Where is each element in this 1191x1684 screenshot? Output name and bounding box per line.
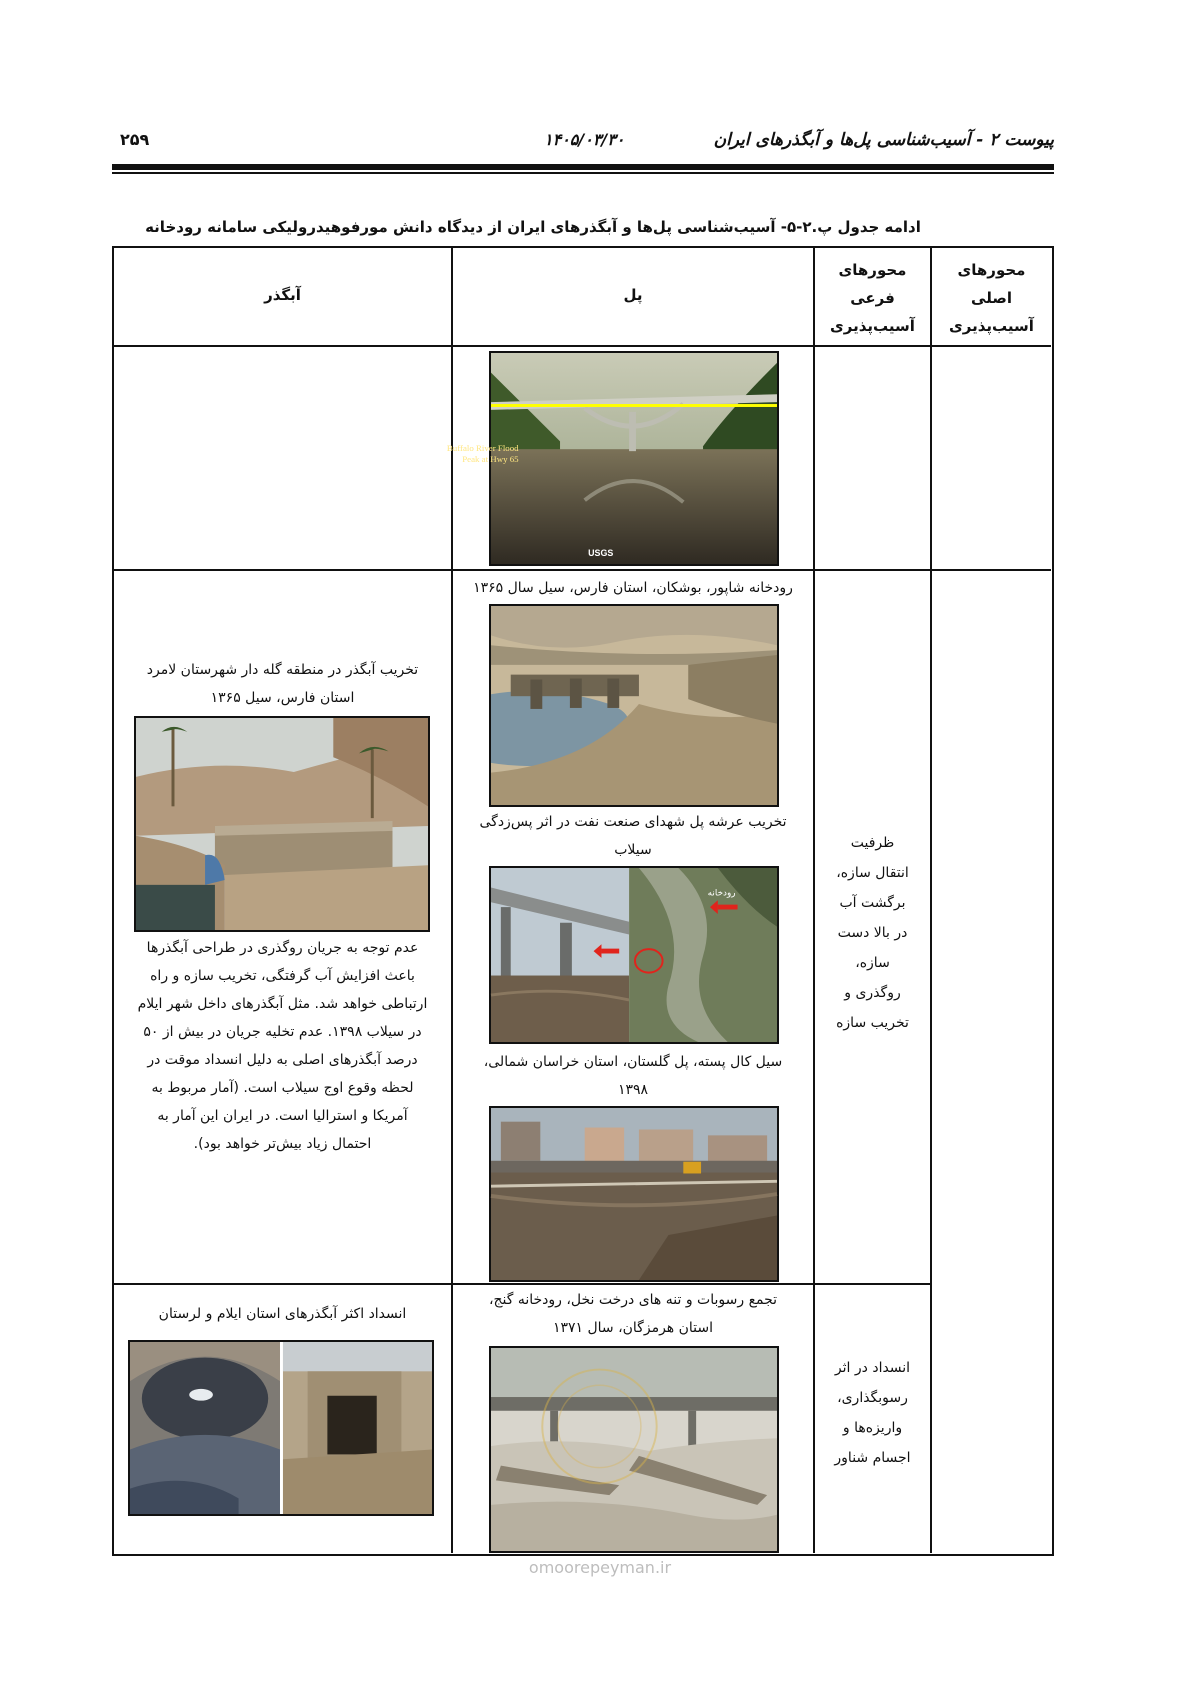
- golestan-bridge-photo: [489, 1106, 779, 1282]
- bridge-caption-shohada: تخریب عرشه پل شهدای صنعت نفت در اثر پس‌زدگی سیلاب: [479, 814, 787, 858]
- culvert-note: عدم توجه به جریان روگذری در طراحی آبگذرها باعث افزایش آب گرفتگی، تخریب سازه و راه ارتباطی خواهد شد. مثل آبگذرهای داخل شهر ایلام در سیلاب ۱۳۹۸. عدم تخلیه جریان در بیش از ۵۰ درصد آبگذرهای اصلی به دلیل انسداد موقت در لحظه وقوع اوج سیلاب است. (آمار مربوط به آمریکا و استرالیا است. در ایران این آمار به احتمال زیاد بیش‌تر خواهد بود).: [137, 940, 428, 1152]
- page-header: [112, 130, 1054, 156]
- bridge-caption-golestan: سیل کال پسته، پل گلستان، استان خراسان شمالی، ۱۳۹۸: [483, 1054, 783, 1098]
- row-divider: [114, 1283, 931, 1285]
- col-divider: [930, 248, 932, 1553]
- sub-axis-blockage: انسداد در اثر رسوبگذاری، واریزه‌ها و اجسام شناور: [834, 1360, 911, 1466]
- ganj-river-bridge-photo: [489, 1346, 779, 1553]
- gelehdar-culvert-photo: [134, 716, 430, 932]
- buffalo-river-bridge-photo: [446, 351, 779, 566]
- watermark: omoorepeyman.ir: [528, 1558, 672, 1577]
- usgs-logo: USGS: [588, 548, 614, 559]
- shohada-bridge-photo: [489, 866, 779, 1044]
- header-sub-axes: محورهای فرعی آسیب‌پذیری: [830, 261, 915, 335]
- bridge-caption-ganj: تجمع رسوبات و تنه های درخت نخل، رودخانه گنج، استان هرمزگان، سال ۱۳۷۱: [488, 1292, 778, 1336]
- page-number: ۲۵۹: [120, 130, 150, 149]
- header-culvert: آبگذر: [264, 286, 301, 304]
- bridge-caption-shapur: رودخانه شاپور، بوشکان، استان فارس، سیل سال ۱۳۶۵: [473, 580, 793, 596]
- vulnerability-table: [112, 246, 1054, 1556]
- running-title: پیوست ۲ - آسیب‌شناسی پل‌ها و آبگذرهای ایران: [713, 130, 1054, 150]
- header-main-axes: محورهای اصلی آسیب‌پذیری: [949, 261, 1034, 335]
- sub-axis-capacity: ظرفیت انتقال سازه، برگشت آب در بالا دست سازه، روگذری و تخریب سازه: [836, 835, 909, 1031]
- header-date: ۱۴۰۵/۰۳/۳۰: [544, 130, 625, 149]
- header-rule-thin: [112, 172, 1054, 174]
- ilam-lorestan-culvert-photo: [128, 1340, 434, 1516]
- header-bridge: پل: [623, 286, 643, 304]
- overlay-text-line2: Peak at Hwy 65: [462, 453, 519, 464]
- shapur-river-bridge-photo: [489, 604, 779, 807]
- row-divider: [114, 569, 1051, 571]
- header-rule-thick: [112, 164, 1054, 170]
- header-row-divider: [114, 345, 1051, 347]
- table-caption: ادامه جدول پ.۲-۵- آسیب‌شناسی پل‌ها و آبگذرهای ایران از دیدگاه دانش مورفوهیدرولیکی سامانه رودخانه: [145, 218, 921, 236]
- overlay-text-line1: Buffalo River Flood: [446, 443, 519, 454]
- culvert-caption-gelehdar: تخریب آبگذر در منطقه گله دار شهرستان لامرد استان فارس، سیل ۱۳۶۵: [146, 662, 419, 706]
- culvert-caption-ilam: انسداد اکثر آبگذرهای استان ایلام و لرستان: [158, 1306, 407, 1322]
- river-map-label: رودخانه: [707, 888, 736, 899]
